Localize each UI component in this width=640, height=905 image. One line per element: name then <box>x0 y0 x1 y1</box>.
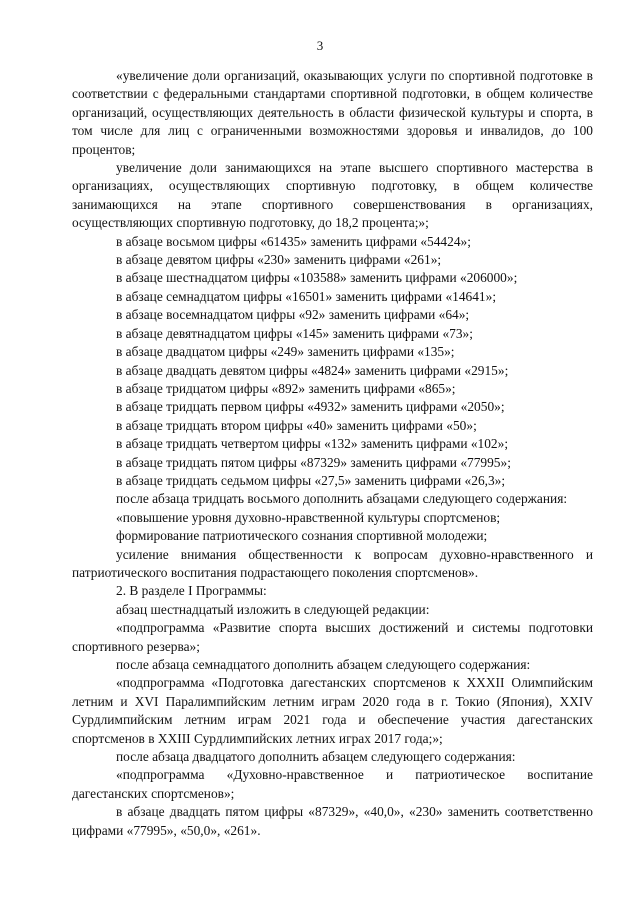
paragraph: в абзаце тридцать четвертом цифры «132» заменить цифрами «102»; <box>116 436 509 452</box>
paragraph: «повышение уровня духовно-нравственной культуры спортсменов; <box>116 509 501 525</box>
paragraph: в абзаце шестнадцатом цифры «103588» заменить цифрами «206000»; <box>116 270 518 286</box>
paragraph: формирование патриотического сознания спортивной молодежи; <box>116 528 488 544</box>
paragraph: увеличение доли занимающихся на этапе высшего спортивного мастерства в организациях, осуществляющих спортивную подготовку, в общем количестве занимающихся на этапе спортивного совершенствования в организациях, осуществляющих спортивную подготовку, до 18,2 процента;»; <box>72 160 593 231</box>
paragraph: в абзаце девятом цифры «230» заменить цифрами «261»; <box>116 252 442 268</box>
paragraph: в абзаце тридцать седьмом цифры «27,5» заменить цифрами «26,3»; <box>116 472 506 488</box>
paragraph: в абзаце двадцать девятом цифры «4824» заменить цифрами «2915»; <box>116 362 509 378</box>
paragraph: усиление внимания общественности к вопросам духовно-нравственного и патриотического воспитания подрастающего поколения спортсменов». <box>72 546 593 580</box>
paragraph: в абзаце двадцатом цифры «249» заменить цифрами «135»; <box>116 344 455 360</box>
paragraph: в абзаце двадцать пятом цифры «87329», «40,0», «230» заменить соответственно цифрами «77995», «50,0», «261». <box>72 804 593 838</box>
paragraph: в абзаце тридцать втором цифры «40» заменить цифрами «50»; <box>116 417 477 433</box>
paragraph: в абзаце семнадцатом цифры «16501» заменить цифрами «14641»; <box>116 288 497 304</box>
paragraph: в абзаце тридцатом цифры «892» заменить цифрами «865»; <box>116 380 456 396</box>
paragraph: 2. В разделе I Программы: <box>116 583 267 599</box>
paragraph: в абзаце тридцать пятом цифры «87329» заменить цифрами «77995»; <box>116 454 511 470</box>
paragraph: в абзаце восемнадцатом цифры «92» заменить цифрами «64»; <box>116 307 470 323</box>
document-body <box>72 67 593 840</box>
paragraph: абзац шестнадцатый изложить в следующей редакции: <box>116 601 430 617</box>
paragraph: «подпрограмма «Духовно-нравственное и патриотическое воспитание дагестанских спортсменов»; <box>72 767 593 801</box>
paragraph: в абзаце тридцать первом цифры «4932» заменить цифрами «2050»; <box>116 399 505 415</box>
page-number: 3 <box>316 38 324 53</box>
paragraph: «увеличение доли организаций, оказывающих услуги по спортивной подготовке в соответствии с федеральными стандартами спортивной подготовки, в общем количестве организаций, осуществляющих деятельность в области физической культуры и спорта, в том числе для лиц с ограниченными возможностями здоровья и инвалидов, до 100 процентов; <box>72 68 593 157</box>
paragraph: «подпрограмма «Подготовка дагестанских спортсменов к XXXII Олимпийским летним и XVI Паралимпийским летним играм 2020 года в г. Токио (Япония), XXIV Сурдлимпийским летним играм 2021 года и обеспечение участия дагестанских спортсменов в XXIII Сурдлимпийских летних играх 2017 года;»; <box>72 675 593 746</box>
paragraph: «подпрограмма «Развитие спорта высших достижений и системы подготовки спортивного резерва»; <box>72 620 593 654</box>
paragraph: после абзаца тридцать восьмого дополнить абзацами следующего содержания: <box>116 491 568 507</box>
paragraph: после абзаца семнадцатого дополнить абзацем следующего содержания: <box>116 657 531 672</box>
paragraph: после абзаца двадцатого дополнить абзацем следующего содержания: <box>116 749 516 765</box>
paragraph: в абзаце девятнадцатом цифры «145» заменить цифрами «73»; <box>116 325 473 341</box>
paragraph: в абзаце восьмом цифры «61435» заменить цифрами «54424»; <box>116 233 471 249</box>
